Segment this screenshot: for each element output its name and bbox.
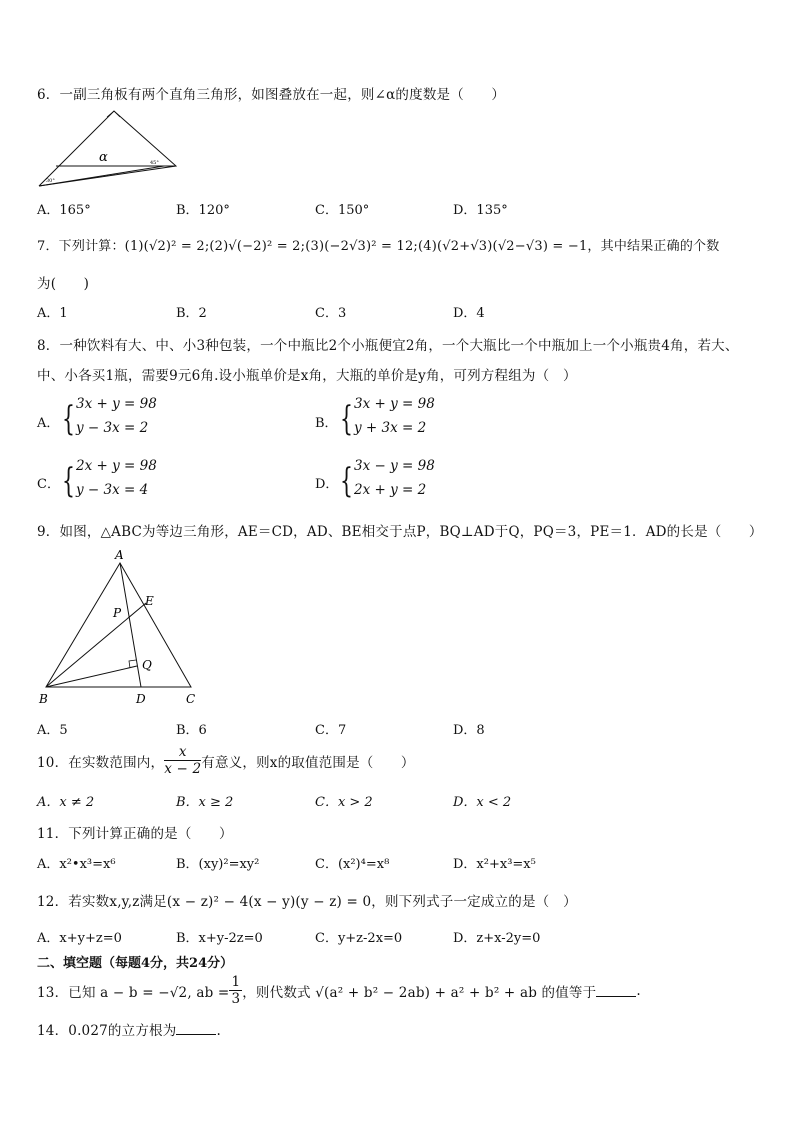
q6-option-b[interactable]: B．120°	[176, 203, 230, 218]
equation: y − 3x = 4	[76, 482, 149, 498]
q9-option-d[interactable]: D．8	[453, 723, 485, 738]
q6-option-d[interactable]: D．135°	[453, 203, 508, 218]
q9-label-e: E	[145, 594, 154, 608]
q14-prompt: 14．0.027的立方根为	[37, 1023, 177, 1039]
q9-option-b[interactable]: B．6	[176, 723, 207, 738]
q8-option-c-label[interactable]: C．	[37, 477, 60, 492]
equation: 3x + y = 98	[76, 396, 157, 412]
q9-option-c[interactable]: C．7	[315, 723, 347, 738]
equation: 3x − y = 98	[354, 458, 435, 474]
q9-label-a: A	[115, 548, 124, 562]
q13-fraction	[229, 974, 242, 1007]
q11-option-d[interactable]: D．x²+x³=x⁵	[453, 857, 536, 872]
q9-text: 9．如图，△ABC为等边三角形，AE＝CD，AD、BE相交于点P，BQ⊥AD于Q，PQ＝3，PE＝1．AD的长是（ ）	[37, 524, 763, 540]
q8-text-line1: 8．一种饮料有大、中、小3种包装，一个中瓶比2个小瓶便宜2角，一个大瓶比一个中瓶加上一个小瓶贵4角，若大、	[37, 338, 739, 354]
brace-icon: {	[340, 461, 353, 501]
q6-text: 6．一副三角板有两个直角三角形，如图叠放在一起，则∠α的度数是（ ）	[37, 87, 506, 103]
q7-option-d[interactable]: D．4	[453, 306, 485, 321]
q13-numerator: 1	[231, 974, 241, 990]
q11-option-b[interactable]: B．(xy)²=xy²	[176, 857, 260, 872]
q7-option-c[interactable]: C．3	[315, 306, 347, 321]
q12-option-c[interactable]: C．y+z-2x=0	[315, 931, 403, 946]
q9-label-b: B	[39, 692, 48, 706]
q13-prefix: 13．已知 a − b = −√2, ab =	[37, 984, 230, 1001]
q13-text	[37, 974, 641, 1007]
equation: y − 3x = 2	[76, 420, 149, 436]
q7-text: 7．下列计算：(1)(√2)² = 2;(2)√(−2)² = 2;(3)(−2√3)² = 12;(4)(√2+√3)(√2−√3) = −1，其中结果正确的个数	[37, 239, 720, 254]
q10-option-c[interactable]: C．x > 2	[315, 795, 373, 810]
q9-label-p: P	[113, 606, 122, 620]
q10-option-a[interactable]: A．x ≠ 2	[37, 795, 95, 810]
brace-icon: {	[62, 399, 75, 439]
q12-option-b[interactable]: B．x+y-2z=0	[176, 931, 263, 946]
q6-triangle-figure	[36, 108, 186, 190]
q10-prefix: 10．在实数范围内，	[37, 754, 165, 771]
q8-text-line2: 中、小各买1瓶，需要9元6角.设小瓶单价是x角，大瓶的单价是y角，可列方程组为（ ）	[37, 368, 577, 384]
q6-angle-30-label: 30°	[46, 178, 55, 184]
q13-denominator: 3	[231, 991, 241, 1007]
q11-text: 11．下列计算正确的是（ ）	[37, 826, 233, 842]
q13-period: .	[636, 982, 641, 999]
q6-alpha-label: α	[99, 150, 108, 165]
q6-angle-45-label: 45°	[150, 160, 159, 166]
q8-option-b-label[interactable]: B．	[315, 416, 338, 431]
q10-option-d[interactable]: D．x < 2	[453, 795, 512, 810]
q8-option-d-label[interactable]: D．	[315, 477, 339, 492]
q10-option-b[interactable]: B．x ≥ 2	[176, 795, 234, 810]
q14-answer-blank[interactable]	[176, 1022, 216, 1035]
q13-suffix: ，则代数式 √(a² + b² − 2ab) + a² + b² + ab 的值等于	[242, 984, 597, 1001]
q9-option-a[interactable]: A．5	[37, 723, 68, 738]
q12-text: 12．若实数x,y,z满足(x − z)² − 4(x − y)(y − z) = 0，则下列式子一定成立的是（ ）	[37, 894, 577, 910]
q9-label-c: C	[186, 692, 196, 706]
q10-suffix: 有意义，则x的取值范围是（ ）	[201, 754, 415, 771]
q14-text	[37, 1019, 221, 1039]
q9-label-q: Q	[142, 658, 152, 672]
q10-fraction	[164, 744, 201, 777]
equation: 2x + y = 2	[354, 482, 427, 498]
q10-numerator: x	[164, 744, 201, 761]
q6-option-c[interactable]: C．150°	[315, 203, 370, 218]
q9-triangle-figure	[34, 545, 214, 710]
q12-option-a[interactable]: A．x+y+z=0	[37, 931, 122, 946]
equation: 2x + y = 98	[76, 458, 157, 474]
q7-text-continued: 为( )	[37, 276, 90, 292]
q10-text	[37, 744, 415, 777]
brace-icon: {	[340, 399, 353, 439]
q9-label-d: D	[136, 692, 146, 706]
section-heading: 二、填空题（每题4分，共24分）	[37, 956, 234, 971]
q8-option-a-label[interactable]: A．	[37, 416, 60, 431]
equation: 3x + y = 98	[354, 396, 435, 412]
brace-icon: {	[62, 461, 75, 501]
q6-option-a[interactable]: A．165°	[37, 203, 91, 218]
q12-option-d[interactable]: D．z+x-2y=0	[453, 931, 541, 946]
q7-option-b[interactable]: B．2	[176, 306, 207, 321]
q14-period: .	[216, 1023, 221, 1039]
q7-option-a[interactable]: A．1	[37, 306, 68, 321]
equation: y + 3x = 2	[354, 420, 427, 436]
q10-denominator: x − 2	[164, 761, 202, 777]
q11-option-c[interactable]: C．(x²)⁴=x⁸	[315, 857, 390, 872]
q11-option-a[interactable]: A．x²•x³=x⁶	[37, 857, 116, 872]
q13-answer-blank[interactable]	[596, 984, 636, 997]
